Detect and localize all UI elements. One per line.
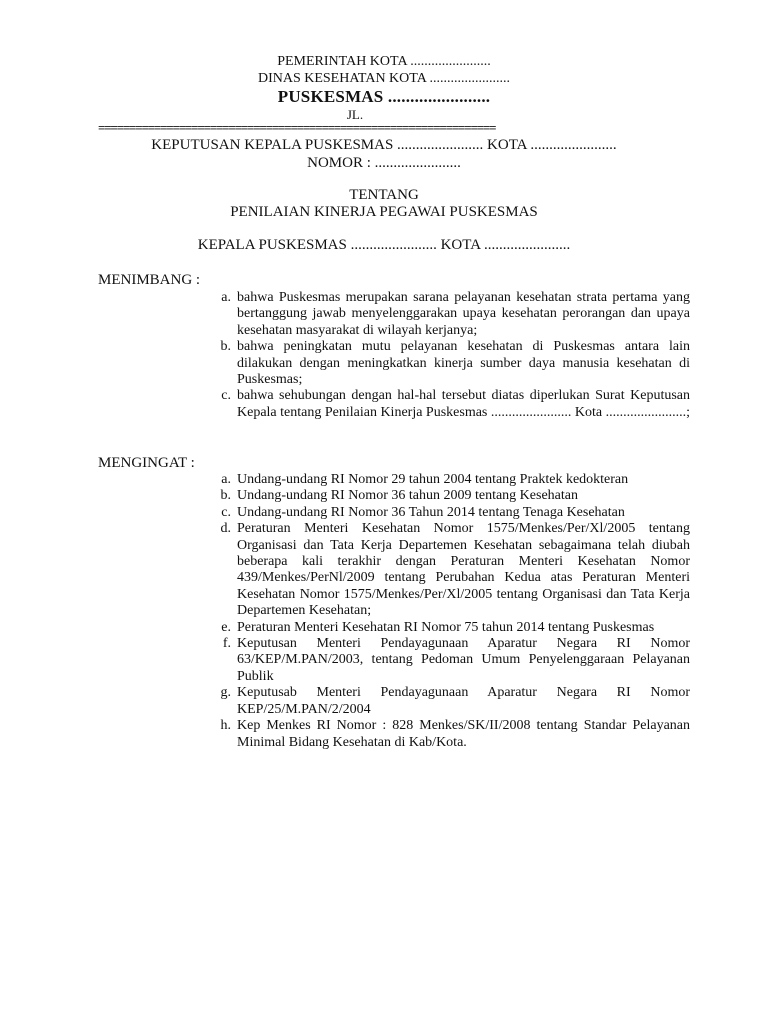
list-marker: e. <box>221 619 231 635</box>
list-text: Undang-undang RI Nomor 29 tahun 2004 tentang Praktek kedokteran <box>237 472 629 487</box>
list-text: bahwa sehubungan dengan hal-hal tersebut diatas diperlukan Surat Keputusan Kepala tentang Penilaian Kinerja Puskesmas ....................... Kota .......................; <box>237 388 690 420</box>
decree-number: NOMOR : ....................... <box>307 155 461 171</box>
menimbang-label: MENIMBANG : <box>98 272 201 288</box>
list-text: Keputusan Menteri Pendayagunaan Aparatur Negara RI Nomor 63/KEP/M.PAN/2003, tentang Pedoman Umum Penyelenggaraan Pelayanan Publik <box>237 636 690 684</box>
list-item <box>212 620 690 636</box>
decree-title: KEPUTUSAN KEPALA PUSKESMAS ....................... KOTA ....................... <box>151 137 617 153</box>
list-item <box>212 685 690 718</box>
list-text: Peraturan Menteri Kesehatan Nomor 1575/Menkes/Per/Xl/2005 tentang Organisasi dan Tata Kerja Departemen Kesehatan sebagaimana telah diubah beberapa kali terakhir dengan Peraturan Menteri Kesehatan Nomor 439/Menkes/PerNl/2009 tentang Perubahan Kedua atas Peraturan Menteri Kesehatan Nomor 1575/Menkes/Per/Xl/2005 tentang Organisasi dan Tata Kerja Departemen Kesehatan; <box>237 521 690 619</box>
decree-issuer: KEPALA PUSKESMAS ....................... KOTA ....................... <box>197 237 571 253</box>
list-item <box>212 388 690 421</box>
list-text: Keputusab Menteri Pendayagunaan Aparatur Negara RI Nomor KEP/25/M.PAN/2/2004 <box>237 685 690 717</box>
list-marker: c. <box>221 504 231 520</box>
list-marker: b. <box>220 488 231 504</box>
list-marker: g. <box>220 685 231 701</box>
header-government: PEMERINTAH KOTA ....................... <box>277 54 491 69</box>
mengingat-list <box>212 472 690 751</box>
list-item <box>212 718 690 751</box>
mengingat-label: MENGINGAT : <box>98 455 195 471</box>
header-divider: ================================================================ <box>98 120 496 135</box>
list-item <box>212 290 690 339</box>
list-item <box>212 636 690 685</box>
decree-subject: PENILAIAN KINERJA PEGAWAI PUSKESMAS <box>230 204 538 220</box>
list-text: Kep Menkes RI Nomor : 828 Menkes/SK/II/2008 tentang Standar Pelayanan Minimal Bidang Kesehatan di Kab/Kota. <box>237 718 690 750</box>
list-marker: d. <box>220 521 231 537</box>
menimbang-list <box>212 290 690 421</box>
decree-about-label: TENTANG <box>349 187 419 203</box>
header-puskesmas: PUSKESMAS ....................... <box>277 87 491 106</box>
list-marker: f. <box>222 636 231 652</box>
header-health-office: DINAS KESEHATAN KOTA ....................... <box>257 71 511 86</box>
list-item <box>212 339 690 388</box>
list-marker: a. <box>221 472 231 487</box>
list-marker: h. <box>220 718 231 734</box>
list-text: bahwa peningkatan mutu pelayanan kesehatan di Puskesmas antara lain dilakukan dengan meningkatkan kinerja sumber daya manusia kesehatan di Puskesmas; <box>237 339 690 388</box>
list-marker: b. <box>220 339 231 355</box>
list-marker: c. <box>221 388 231 404</box>
list-item <box>212 472 690 488</box>
list-text: Undang-undang RI Nomor 36 tahun 2009 tentang Kesehatan <box>237 488 578 504</box>
list-marker: a. <box>221 290 231 305</box>
list-text: Peraturan Menteri Kesehatan RI Nomor 75 tahun 2014 tentang Puskesmas <box>237 619 655 635</box>
list-item <box>212 505 690 521</box>
list-item <box>212 488 690 504</box>
header-address: JL. <box>346 107 364 122</box>
list-item <box>212 521 690 619</box>
list-text: bahwa Puskesmas merupakan sarana pelayanan kesehatan strata pertama yang bertanggung jawab menyelenggarakan upaya kesehatan perorangan dan upaya kesehatan masyarakat di wilayah kerjanya; <box>237 290 690 338</box>
list-text: Undang-undang RI Nomor 36 Tahun 2014 tentang Tenaga Kesehatan <box>237 504 625 520</box>
